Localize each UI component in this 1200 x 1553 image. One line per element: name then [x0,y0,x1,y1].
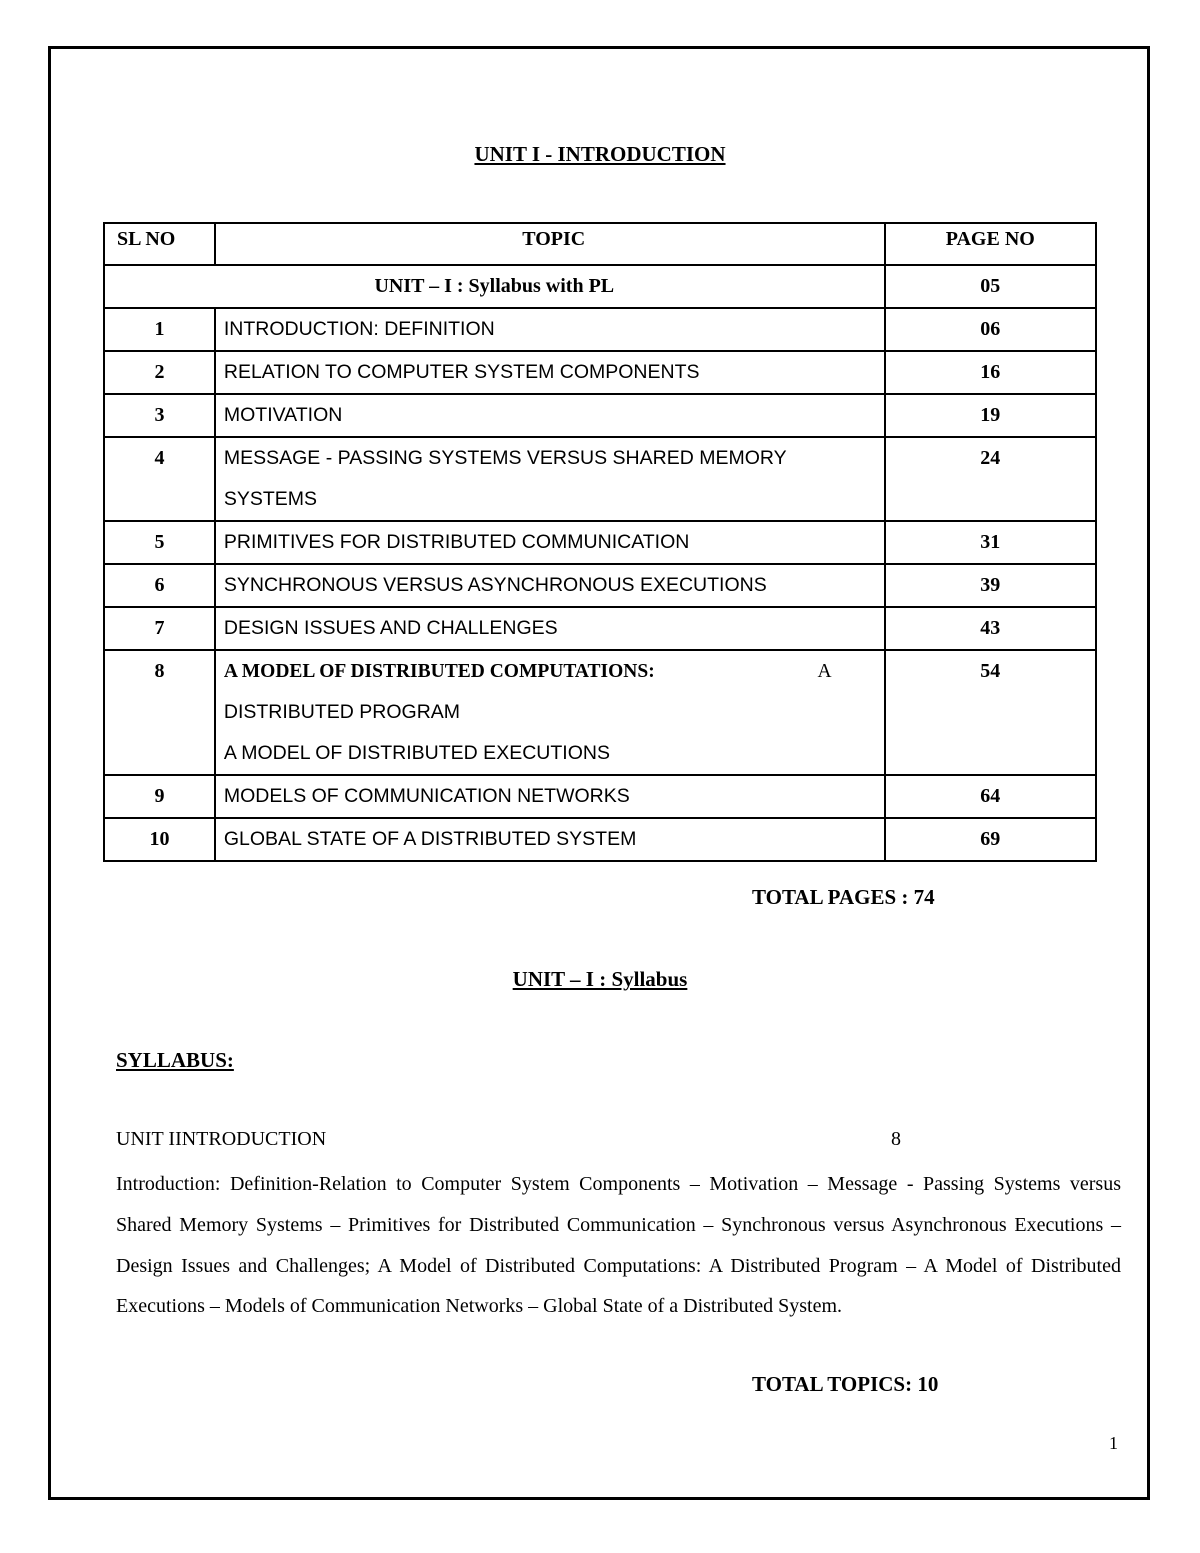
row-page-no: 24 [885,437,1096,521]
table-row [104,521,1096,564]
page-number: 1 [1109,1433,1118,1453]
row-sl-no: 8 [104,650,215,775]
table-row [104,564,1096,607]
row-topic [215,308,885,351]
syllabus-row-label: UNIT – I : Syllabus with PL [104,265,885,308]
syllabus-label-text: SYLLABUS: [116,1048,234,1072]
unit-title [0,142,1200,167]
row-page-no: 69 [885,818,1096,861]
row-sl-no: 7 [104,607,215,650]
syllabus-heading-text: UNIT – I : Syllabus [512,967,688,991]
table-header-row [104,223,1096,265]
row-topic-line: MESSAGE - PASSING SYSTEMS VERSUS SHARED MEMORY [223,447,787,469]
total-pages: TOTAL PAGES : 74 [752,885,935,909]
row-topic-line: SYSTEMS [223,488,318,510]
syllabus-heading [0,967,1200,992]
row-topic [215,650,885,775]
row-topic [215,564,885,607]
syllabus-row [104,265,1096,308]
row-topic [215,607,885,650]
unit-line: UNIT IINTRODUCTION [116,1128,327,1150]
header-topic: TOPIC [215,223,885,265]
row-topic-line: DESIGN ISSUES AND CHALLENGES [223,617,558,639]
row-topic [215,775,885,818]
row-page-no: 64 [885,775,1096,818]
row-topic [215,521,885,564]
total-topics: TOTAL TOPICS: 10 [752,1372,939,1396]
header-sl-no: SL NO [104,223,215,265]
row-topic [215,351,885,394]
row-sl-no: 3 [104,394,215,437]
row-page-no: 06 [885,308,1096,351]
row-topic-line: A MODEL OF DISTRIBUTED EXECUTIONS [223,742,610,764]
syllabus-row-page: 05 [885,265,1096,308]
row-sl-no: 1 [104,308,215,351]
row-topic-line: MODELS OF COMMUNICATION NETWORKS [223,785,630,807]
table-row [104,607,1096,650]
row-topic-line: DISTRIBUTED PROGRAM [223,701,461,723]
syllabus-text: Introduction: Definition-Relation to Computer System Components – Motivation – Message - Passing Systems versus Shared Memory Systems – Primitives for Distributed Communication – Synchronous versus Asynchronous Executions – Design Issues and Challenges; A Model of Distributed Computations: A Distributed Program – A Model of Distributed Executions – Models of Communication Networks – Global State of a Distributed System. [116,1173,1121,1318]
table-row [104,437,1096,521]
row-sl-no: 6 [104,564,215,607]
row-sl-no: 9 [104,775,215,818]
unit-hours: 8 [891,1128,901,1150]
row-page-no: 54 [885,650,1096,775]
row-topic-line: SYNCHRONOUS VERSUS ASYNCHRONOUS EXECUTIONS [223,574,767,596]
table-body [104,265,1096,861]
row-page-no: 39 [885,564,1096,607]
row-page-no: 43 [885,607,1096,650]
row-page-no: 19 [885,394,1096,437]
table-row [104,818,1096,861]
row-topic-bold-text: A MODEL OF DISTRIBUTED COMPUTATIONS: [223,661,655,682]
table-row [104,351,1096,394]
row-sl-no: 4 [104,437,215,521]
row-topic-heading [224,651,884,692]
row-topic-line: MOTIVATION [223,404,343,426]
syllabus-label [116,1048,234,1073]
row-topic [215,394,885,437]
table-row [104,308,1096,351]
row-page-no: 31 [885,521,1096,564]
row-sl-no: 10 [104,818,215,861]
row-topic-trailing-text: A [817,661,832,682]
contents-table [103,222,1097,862]
row-sl-no: 5 [104,521,215,564]
row-topic [215,437,885,521]
unit-title-text: UNIT I - INTRODUCTION [474,142,726,166]
row-topic [215,818,885,861]
header-page-no: PAGE NO [885,223,1096,265]
row-topic-line: INTRODUCTION: DEFINITION [223,318,495,340]
row-topic-line: GLOBAL STATE OF A DISTRIBUTED SYSTEM [223,828,637,850]
row-topic-line: RELATION TO COMPUTER SYSTEM COMPONENTS [223,361,700,383]
table-row [104,775,1096,818]
row-sl-no: 2 [104,351,215,394]
table-row [104,394,1096,437]
row-page-no: 16 [885,351,1096,394]
table-row [104,650,1096,775]
row-topic-line: PRIMITIVES FOR DISTRIBUTED COMMUNICATION [223,531,690,553]
